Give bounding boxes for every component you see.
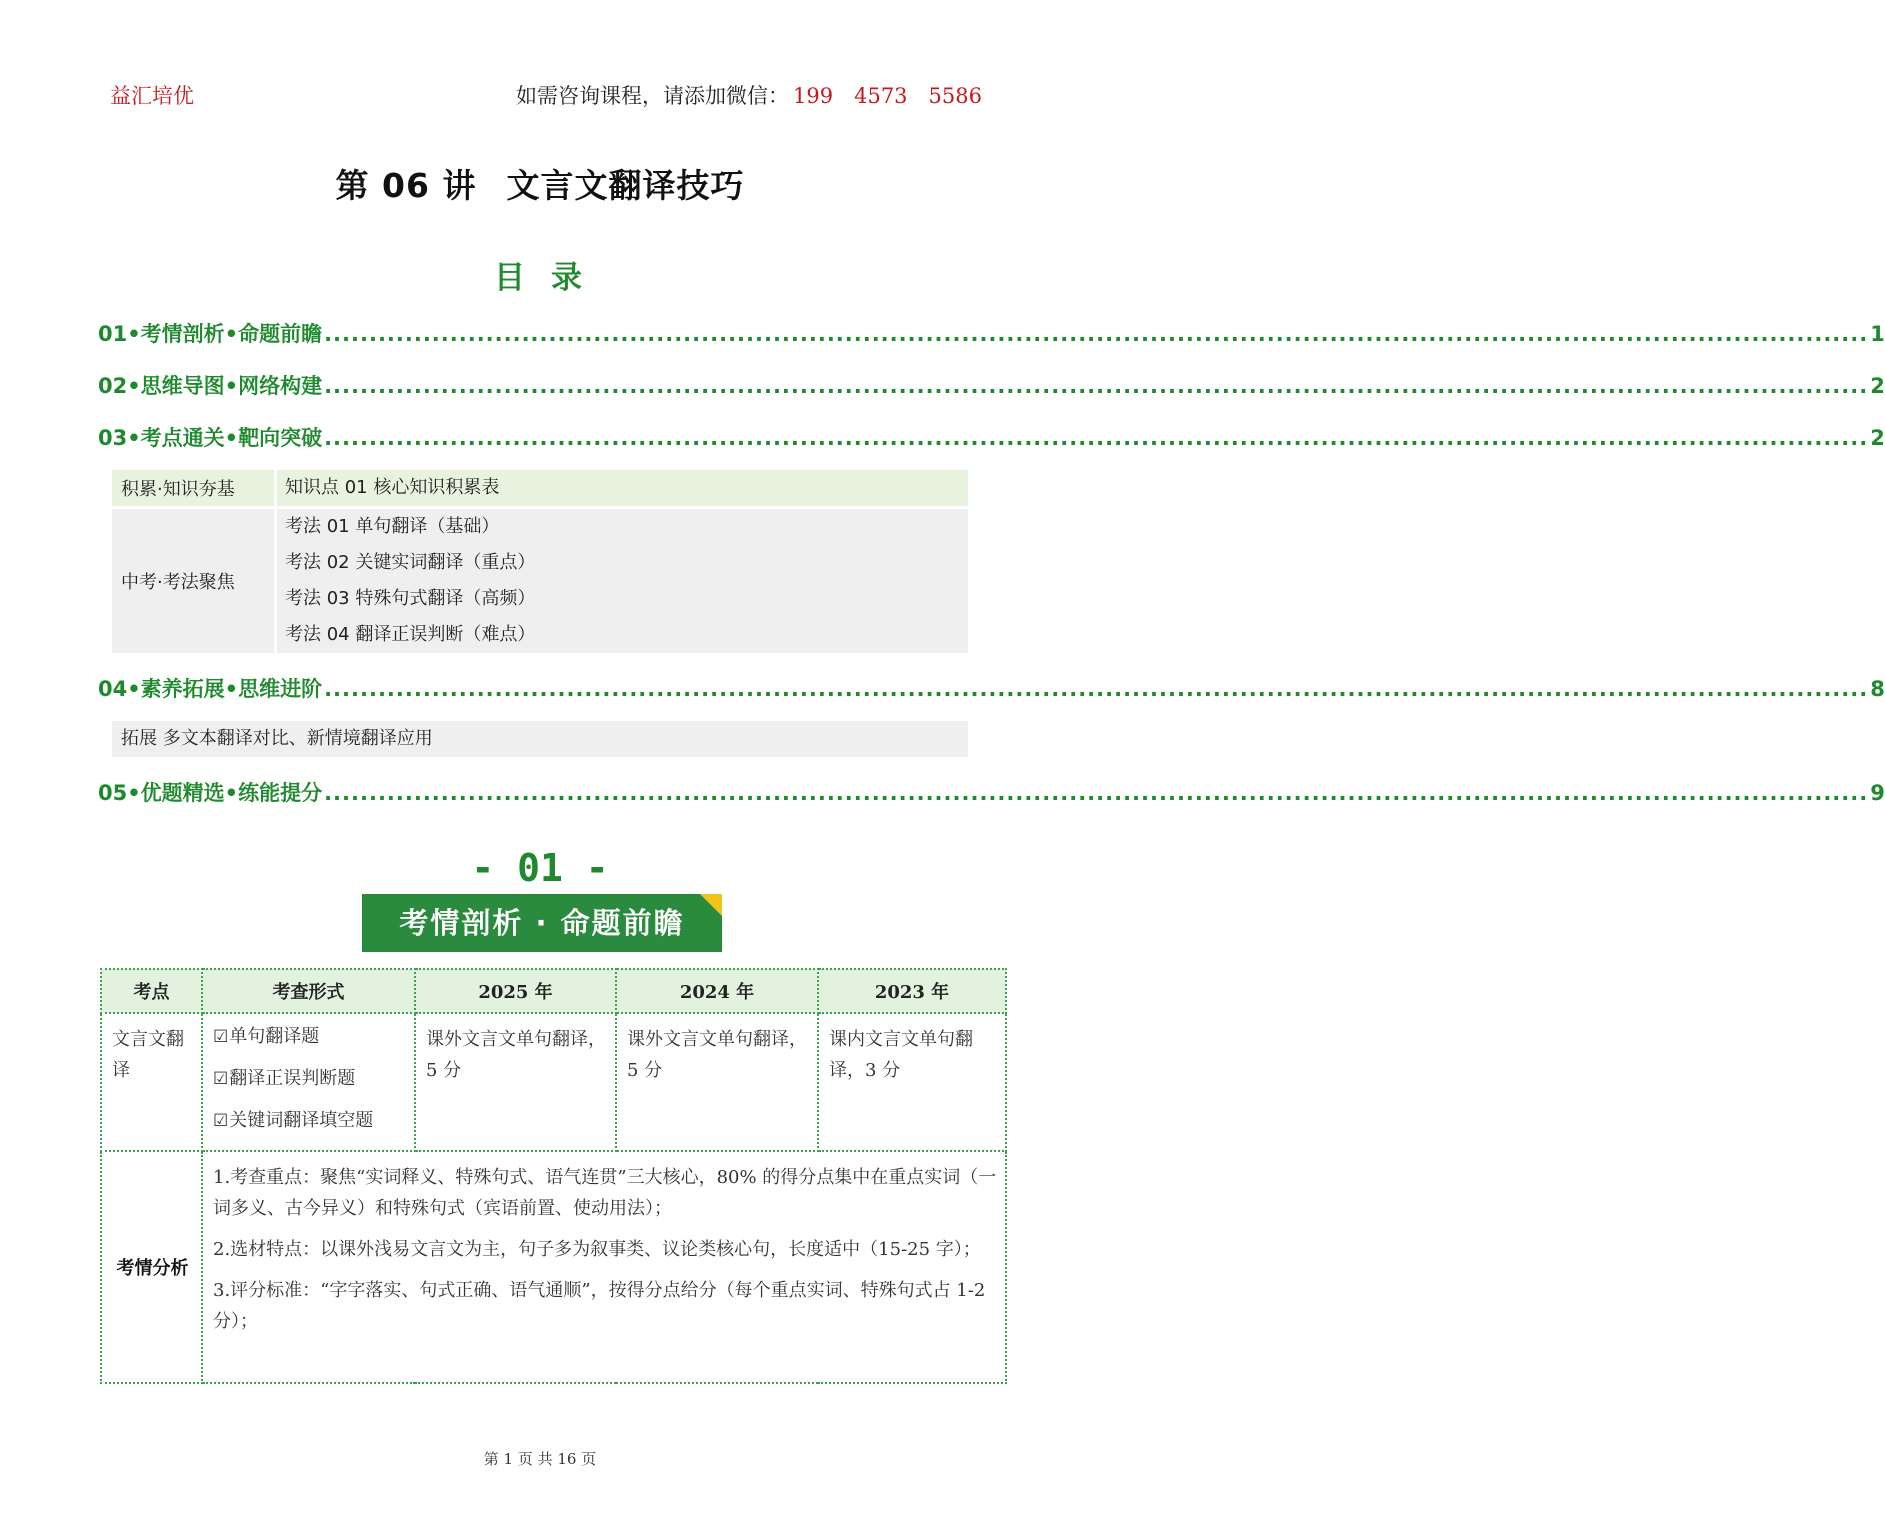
year-2025-cell: 课外文言文单句翻译，5 分 [415,1013,616,1151]
toc-subsection-grid [112,470,968,653]
toc-item-3[interactable] [98,422,1885,452]
form-item [213,1058,406,1100]
toc-page-number: 2 [1870,374,1885,398]
lecture-title: 文言文翻译技巧 [506,166,745,205]
toc-grid-row-knowledge [112,470,968,506]
toc-leader-dots: ............................................................................................................................................................................ [324,426,1869,450]
form-label: 翻译正误判断题 [229,1068,356,1089]
year-2024-cell: 课外文言文单句翻译，5 分 [616,1013,818,1151]
toc-subitem[interactable]: 知识点 01 核心知识积累表 [274,470,968,506]
column-header: 考查形式 [202,969,415,1013]
section-banner [362,894,722,952]
column-header: 2024 年 [616,969,818,1013]
page-title [0,160,1080,207]
toc-heading [0,252,1080,297]
exam-analysis-table [100,968,1007,1384]
toc-subitem[interactable]: 考法 04 翻译正误判断（难点） [285,624,536,645]
grid-row-label: 中考·考法聚焦 [121,572,235,593]
toc-item-label: 05•优题精选•练能提分 [98,781,323,805]
toc-page-number: 9 [1870,781,1885,805]
page-footer: 第 1 页 共 16 页 [483,1450,597,1468]
form-label: 关键词翻译填空题 [229,1110,374,1131]
toc-leader-dots: ............................................................................................................................................................................ [324,322,1869,346]
contact-label: 如需咨询课程，请添加微信： [516,84,790,108]
toc-extension-item[interactable]: 拓展 多文本翻译对比、新情境翻译应用 [112,721,968,757]
toc-heading-char-1: 目 [494,260,529,296]
toc-item-label: 02•思维导图•网络构建 [98,374,323,398]
section-banner-title: 考情剖析 · 命题前瞻 [399,906,685,940]
section-number: - 01 - [471,846,609,890]
brand-name: 益汇培优 [110,84,194,108]
toc-item-2[interactable] [98,370,1885,400]
form-item [213,1100,406,1142]
form-item [213,1016,406,1058]
toc-page-number: 1 [1870,322,1885,346]
checkbox-icon: ☑ [213,1111,229,1131]
year-2023-cell: 课内文言文单句翻译，3 分 [818,1013,1006,1151]
toc-heading-char-2: 录 [551,260,586,296]
toc-subitem[interactable]: 考法 03 特殊句式翻译（高频） [285,588,536,609]
toc-subitem[interactable]: 考法 01 单句翻译（基础） [285,516,500,537]
toc-item-1[interactable] [98,318,1885,348]
column-header: 2025 年 [415,969,616,1013]
checkbox-icon: ☑ [213,1027,229,1047]
checkbox-icon: ☑ [213,1069,229,1089]
grid-row-label: 积累·知识夯基 [121,479,235,500]
toc-leader-dots: ............................................................................................................................................................................ [324,677,1869,701]
column-header: 考点 [101,969,202,1013]
toc-item-label: 03•考点通关•靶向突破 [98,426,323,450]
wechat-number: 199 4573 5586 [793,84,982,108]
form-label: 单句翻译题 [229,1026,320,1047]
toc-leader-dots: ............................................................................................................................................................................ [324,781,1869,805]
toc-item-label: 01•考情剖析•命题前瞻 [98,322,323,346]
contact-info [516,80,982,110]
analysis-point: 3.评分标准：“字字落实、句式正确、语气通顺”，按得分点给分（每个重点实词、特殊句式占 1-2 分）； [213,1280,986,1332]
topic-cell: 文言文翻译 [101,1013,202,1151]
forms-cell [202,1013,415,1151]
toc-page-number: 8 [1870,677,1885,701]
analysis-cell [202,1151,1006,1383]
table-header-row [101,969,1006,1013]
table-row [101,1151,1006,1383]
analysis-point: 1.考查重点：聚焦“实词释义、特殊句式、语气连贯”三大核心，80% 的得分点集中在重点实词（一词多义、古今异义）和特殊句式（宾语前置、使动用法）； [213,1167,997,1219]
column-header: 2023 年 [818,969,1006,1013]
toc-grid-row-methods [112,509,968,653]
toc-page-number: 2 [1870,426,1885,450]
toc-subitem[interactable]: 考法 02 关键实词翻译（重点） [285,552,536,573]
toc-item-5[interactable] [98,777,1885,807]
analysis-label: 考情分析 [101,1151,202,1383]
lecture-number: 第 06 讲 [335,166,477,205]
toc-item-4[interactable] [98,673,1885,703]
toc-leader-dots: ............................................................................................................................................................................ [324,374,1869,398]
table-row [101,1013,1006,1151]
analysis-point: 2.选材特点：以课外浅易文言文为主，句子多为叙事类、议论类核心句，长度适中（15-25 字）； [213,1239,981,1260]
toc-item-label: 04•素养拓展•思维进阶 [98,677,323,701]
